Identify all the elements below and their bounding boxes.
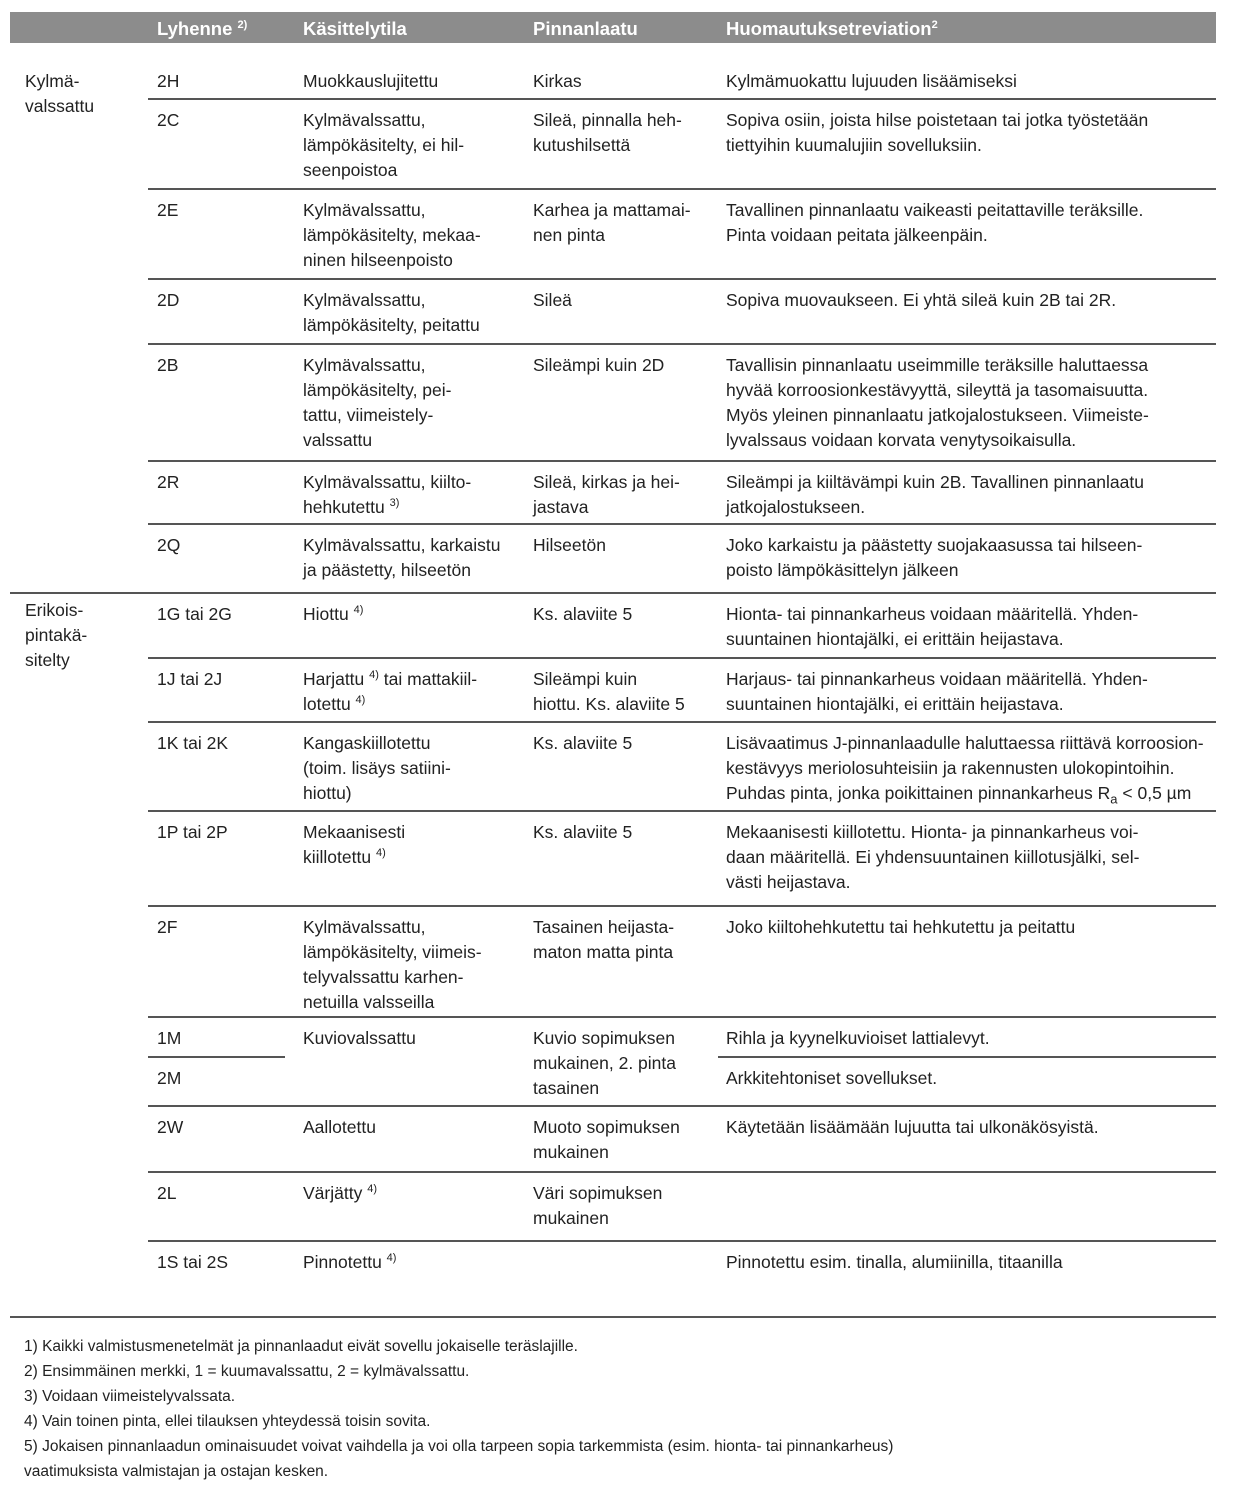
cell-notes: Arkkitehtoniset sovellukset.	[726, 1068, 938, 1088]
row-divider	[148, 1016, 1216, 1018]
cell-surface: Sileä, kirkas ja hei- jastava	[533, 472, 680, 517]
cell-notes: Tavallisin pinnanlaatu useimmille teräksille haluttaessa hyvää korroosionkestävyyttä, sileyttä ja tasomaisuutta. Myös yleinen pinnanlaatu jatkojalostukseen. Viimeiste- lyvalssaus voidaan korvata venytysoikaisulla.	[726, 355, 1149, 450]
header-notes: Huomautuksetreviation$^2$	[726, 18, 938, 39]
row-divider	[148, 1056, 285, 1058]
cell-treatment: Muokkauslujitettu	[303, 71, 439, 91]
cell-notes: Harjaus- tai pinnankarheus voidaan määritellä. Yhden- suuntainen hiontajälki, ei erittäin heijastava.	[726, 669, 1148, 714]
footnote: 4) Vain toinen pinta, ellei tilauksen yhteydessä toisin sovita.	[24, 1413, 431, 1430]
cell-abbr: 2W	[157, 1117, 184, 1137]
cell-notes: Joko kiiltohehkutettu tai hehkutettu ja peitattu	[726, 917, 1076, 937]
footnote: 3) Voidaan viimeistelyvalssata.	[24, 1388, 236, 1405]
footnote: 2) Ensimmäinen merkki, 1 = kuumavalssattu, 2 = kylmävalssattu.	[24, 1363, 470, 1380]
row-divider	[148, 1105, 1216, 1107]
cell-abbr: 1G tai 2G	[157, 604, 232, 624]
header-abbr: Lyhenne $^{2)}$	[157, 18, 248, 39]
cell-surface: Sileä	[533, 290, 572, 310]
footnote: 5) Jokaisen pinnanlaadun ominaisuudet voivat vaihdella ja voi olla tarpeen sopia tarkemmista (esim. hionta- tai pinnankarheus) vaatimuksista valmistajan ja ostajan kesken.	[24, 1438, 894, 1480]
row-divider	[148, 523, 1216, 525]
cell-treatment: Kylmävalssattu, lämpökäsitelty, viimeis- telyvalssattu karhen- netuilla valsseilla	[303, 917, 482, 1012]
cell-notes: Lisävaatimus J-pinnanlaadulle haluttaessa riittävä korroosion- kestävyys meriolosuhteisiin ja rakennusten ulokopintoihin. Puhdas pinta, jonka poikittainen pinnankarheus $R_a < 0,5$ µm	[726, 733, 1204, 807]
cell-treatment: Hiottu $^{4)}$	[303, 604, 364, 624]
cell-notes: Pinnotettu esim. tinalla, alumiinilla, titaanilla	[726, 1252, 1063, 1272]
cell-surface: Karhea ja mattamai- nen pinta	[533, 200, 691, 245]
row-divider	[148, 278, 1216, 280]
cell-treatment: Kylmävalssattu, karkaistu ja päästetty, hilseetön	[303, 535, 501, 580]
cell-notes: Sopiva osiin, joista hilse poistetaan tai jotka työstetään tiettyihin kuumalujiin sovelluksiin.	[726, 110, 1149, 155]
cell-treatment: Kylmävalssattu, lämpökäsitelty, mekaa- ninen hilseenpoisto	[303, 200, 481, 270]
cell-surface: Kirkas	[533, 71, 582, 91]
cell-abbr: 1P tai 2P	[157, 822, 228, 842]
cell-abbr: 1K tai 2K	[157, 733, 229, 753]
cell-treatment: Mekaanisesti kiillotettu $^{4)}$	[303, 822, 406, 867]
cell-notes: Mekaanisesti kiillotettu. Hionta- ja pinnankarheus voi- daan määritellä. Ei yhdensuuntainen kiillotusjälki, sel- västi heijastava.	[726, 822, 1140, 892]
cell-surface: Hilseetön	[533, 535, 606, 555]
cell-surface: Ks. alaviite 5	[533, 822, 633, 842]
row-divider	[10, 1316, 1216, 1318]
row-divider	[148, 1240, 1216, 1242]
cell-abbr: 1J tai 2J	[157, 669, 223, 689]
cell-treatment: Harjattu $^{4)}$ tai mattakiil- lotettu $^{4)}$	[303, 669, 478, 714]
cell-abbr: 2E	[157, 200, 179, 220]
cell-surface: Muoto sopimuksen mukainen	[533, 1117, 680, 1162]
row-divider	[10, 592, 1216, 594]
row-divider	[718, 1056, 1216, 1058]
row-divider	[148, 721, 1216, 723]
row-divider	[148, 905, 1216, 907]
cell-treatment: Kylmävalssattu, lämpökäsitelty, ei hil- seenpoistoa	[303, 110, 465, 180]
cell-treatment: Kylmävalssattu, kiilto- hehkutettu $^{3)}$	[303, 472, 472, 517]
cell-notes: Hionta- tai pinnankarheus voidaan määritellä. Yhden- suuntainen hiontajälki, ei erittäin heijastava.	[726, 604, 1139, 649]
cell-notes: Käytetään lisäämään lujuutta tai ulkonäkösyistä.	[726, 1117, 1099, 1137]
cell-abbr: 2L	[157, 1183, 177, 1203]
cell-surface: Sileämpi kuin 2D	[533, 355, 665, 375]
cell-treatment: Aallotettu	[303, 1117, 376, 1137]
row-divider	[148, 460, 1216, 462]
cell-treatment: Värjätty $^{4)}$	[303, 1183, 377, 1203]
cell-notes: Sileämpi ja kiiltävämpi kuin 2B. Tavallinen pinnanlaatu jatkojalostukseen.	[726, 472, 1144, 517]
cell-notes: Joko karkaistu ja päästetty suojakaasussa tai hilseen- poisto lämpökäsittelyn jälkeen	[726, 535, 1143, 580]
cell-notes: Sopiva muovaukseen. Ei yhtä sileä kuin 2B tai 2R.	[726, 290, 1117, 310]
header-treatment: Käsittelytila	[303, 18, 407, 39]
cell-surface: Väri sopimuksen mukainen	[533, 1183, 663, 1228]
row-divider	[148, 188, 1216, 190]
cell-surface: Sileämpi kuin hiottu. Ks. alaviite 5	[533, 669, 685, 714]
cell-treatment: Kangaskiillotettu (toim. lisäys satiini- hiottu)	[303, 733, 451, 803]
cell-abbr: 2F	[157, 917, 178, 937]
row-divider	[148, 1171, 1216, 1173]
cell-abbr: 2Q	[157, 535, 181, 555]
cell-abbr: 2D	[157, 290, 180, 310]
row-divider	[148, 98, 1216, 100]
cell-abbr: 2R	[157, 472, 180, 492]
cell-surface: Sileä, pinnalla heh- kutushilsettä	[533, 110, 682, 155]
cell-notes: Rihla ja kyynelkuvioiset lattialevyt.	[726, 1028, 990, 1048]
cell-treatment: Pinnotettu $^{4)}$	[303, 1252, 397, 1272]
cell-surface: Ks. alaviite 5	[533, 733, 633, 753]
cell-notes: Kylmämuokattu lujuuden lisäämiseksi	[726, 71, 1017, 91]
cell-abbr: 2C	[157, 110, 180, 130]
cell-notes: Tavallinen pinnanlaatu vaikeasti peitattaville teräksille. Pinta voidaan peitata jälkeenpäin.	[726, 200, 1144, 245]
cell-treatment: Kuviovalssattu	[303, 1028, 416, 1048]
group-label-cold-rolled: Kylmä- valssattu	[25, 71, 95, 116]
cell-surface: Ks. alaviite 5	[533, 604, 633, 624]
cell-treatment: Kylmävalssattu, lämpökäsitelty, peitattu	[303, 290, 480, 335]
row-divider	[148, 657, 1216, 659]
row-divider	[148, 343, 1216, 345]
cell-abbr: 1S tai 2S	[157, 1252, 229, 1272]
cell-abbr: 2M	[157, 1068, 182, 1088]
group-label-special-finish: Erikois- pintakä- sitelty	[25, 600, 88, 670]
table-header	[10, 12, 1216, 43]
footnotes	[24, 1334, 893, 1484]
header-surface: Pinnanlaatu	[533, 18, 638, 39]
cell-treatment: Kylmävalssattu, lämpökäsitelty, pei- tattu, viimeistely- valssattu	[303, 355, 452, 450]
footnote: 1) Kaikki valmistusmenetelmät ja pinnanlaadut eivät sovellu jokaiselle teräslajille.	[24, 1338, 578, 1355]
cell-abbr: 1M	[157, 1028, 182, 1048]
cell-abbr: 2H	[157, 71, 180, 91]
row-divider	[148, 810, 1216, 812]
cell-surface: Tasainen heijasta- maton matta pinta	[533, 917, 675, 962]
cell-abbr: 2B	[157, 355, 179, 375]
cell-surface: Kuvio sopimuksen mukainen, 2. pinta tasainen	[533, 1028, 677, 1098]
